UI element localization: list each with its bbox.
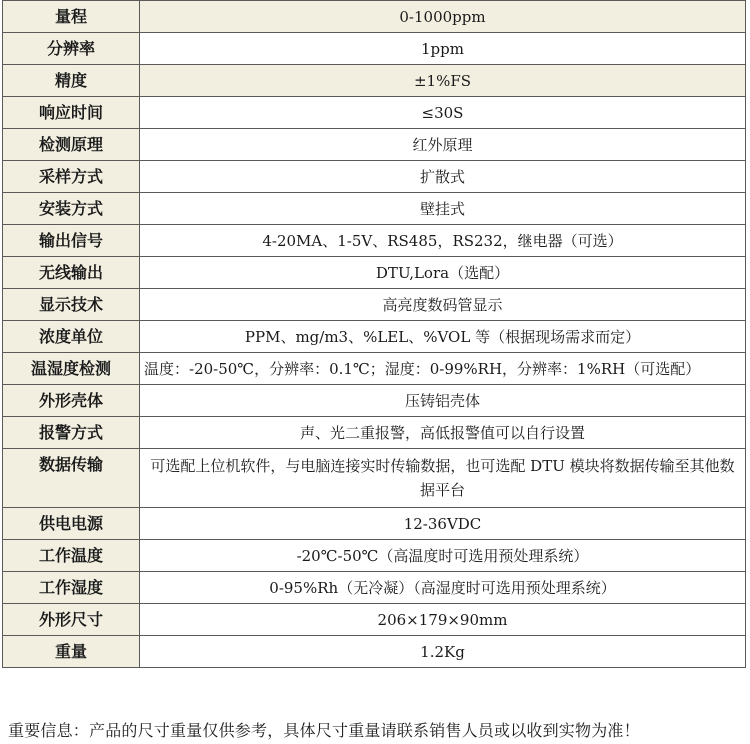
- row-value: 扩散式: [140, 161, 746, 193]
- row-value: 温度：-20-50℃，分辨率：0.1℃；湿度：0-99%RH，分辨率：1%RH（可选配）: [140, 353, 746, 385]
- row-label: 报警方式: [3, 417, 140, 449]
- table-row: [3, 636, 746, 668]
- row-label: 重量: [3, 636, 140, 668]
- row-label: 工作湿度: [3, 572, 140, 604]
- table-row: [3, 1, 746, 33]
- row-value: 红外原理: [140, 129, 746, 161]
- row-label: 外形尺寸: [3, 604, 140, 636]
- row-label: 采样方式: [3, 161, 140, 193]
- row-value: 0-95%Rh（无冷凝）（高湿度时可选用预处理系统）: [140, 572, 746, 604]
- row-value: DTU,Lora（选配）: [140, 257, 746, 289]
- row-label: 精度: [3, 65, 140, 97]
- row-value: 1.2Kg: [140, 636, 746, 668]
- row-value: -20℃-50℃（高温度时可选用预处理系统）: [140, 540, 746, 572]
- row-label: 分辨率: [3, 33, 140, 65]
- table-row: [3, 604, 746, 636]
- row-label: 无线输出: [3, 257, 140, 289]
- row-label: 响应时间: [3, 97, 140, 129]
- table-row: [3, 193, 746, 225]
- row-label: 供电电源: [3, 508, 140, 540]
- row-value: 声、光二重报警，高低报警值可以自行设置: [140, 417, 746, 449]
- table-row: [3, 257, 746, 289]
- row-value: ±1%FS: [140, 65, 746, 97]
- row-label: 数据传输: [3, 449, 140, 508]
- table-row: [3, 97, 746, 129]
- table-row: [3, 353, 746, 385]
- footnote: 重要信息：产品的尺寸重量仅供参考，具体尺寸重量请联系销售人员或以收到实物为准！: [8, 721, 640, 740]
- row-value: 可选配上位机软件，与电脑连接实时传输数据，也可选配 DTU 模块将数据传输至其他数据平台: [140, 449, 746, 508]
- table-row: [3, 65, 746, 97]
- row-label: 检测原理: [3, 129, 140, 161]
- spec-table: [2, 0, 746, 668]
- table-row: [3, 289, 746, 321]
- table-row: [3, 161, 746, 193]
- row-label: 量程: [3, 1, 140, 33]
- row-label: 安装方式: [3, 193, 140, 225]
- row-label: 显示技术: [3, 289, 140, 321]
- row-value: 高亮度数码管显示: [140, 289, 746, 321]
- table-row: [3, 540, 746, 572]
- row-label: 温湿度检测: [3, 353, 140, 385]
- row-value: 0-1000ppm: [140, 1, 746, 33]
- row-label: 输出信号: [3, 225, 140, 257]
- table-row: [3, 417, 746, 449]
- row-label: 浓度单位: [3, 321, 140, 353]
- row-value: 壁挂式: [140, 193, 746, 225]
- row-value: 12-36VDC: [140, 508, 746, 540]
- row-label: 外形壳体: [3, 385, 140, 417]
- row-value: PPM、mg/m3、%LEL、%VOL 等（根据现场需求而定）: [140, 321, 746, 353]
- table-row: [3, 225, 746, 257]
- table-row: [3, 385, 746, 417]
- row-label: 工作温度: [3, 540, 140, 572]
- table-row: [3, 129, 746, 161]
- table-row: [3, 508, 746, 540]
- table-row: [3, 572, 746, 604]
- row-value: 4-20MA、1-5V、RS485，RS232，继电器（可选）: [140, 225, 746, 257]
- row-value: 206×179×90mm: [140, 604, 746, 636]
- table-row: [3, 449, 746, 508]
- row-value: 压铸铝壳体: [140, 385, 746, 417]
- table-row: [3, 321, 746, 353]
- table-row: [3, 33, 746, 65]
- row-value: ≤30S: [140, 97, 746, 129]
- row-value: 1ppm: [140, 33, 746, 65]
